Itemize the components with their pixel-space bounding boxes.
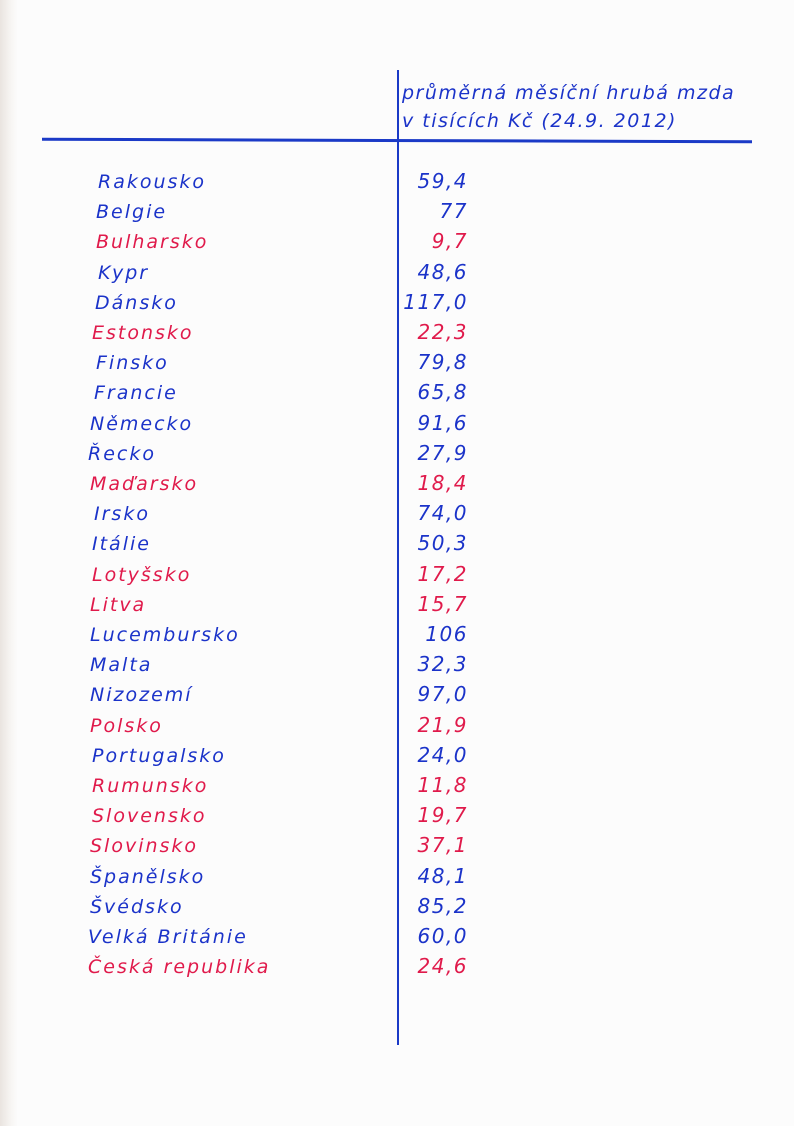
wage-value: 59,4: [417, 169, 468, 193]
country-name: Polsko: [90, 715, 163, 737]
country-name: Lotyšsko: [92, 564, 192, 586]
country-name: Švédsko: [90, 896, 184, 918]
wage-value: 37,1: [417, 833, 468, 857]
wage-value: 21,9: [417, 713, 468, 737]
country-name: Lucembursko: [90, 624, 240, 646]
wage-value: 19,7: [417, 803, 468, 827]
country-name: Česká republika: [88, 956, 271, 978]
wage-value: 27,9: [417, 441, 468, 465]
wage-value: 24,6: [417, 954, 468, 978]
country-name: Irsko: [94, 503, 150, 525]
wage-value: 77: [439, 199, 468, 223]
paper-edge-shadow: [0, 0, 18, 1126]
country-name: Malta: [90, 654, 153, 676]
wage-value: 85,2: [417, 894, 468, 918]
country-name: Nizozemí: [90, 684, 193, 706]
vertical-rule: [397, 70, 399, 1045]
country-name: Rumunsko: [92, 775, 209, 797]
wage-value: 9,7: [431, 229, 468, 253]
country-name: Itálie: [92, 533, 151, 555]
country-name: Velká Británie: [88, 926, 248, 948]
wage-value: 97,0: [417, 682, 468, 706]
wage-value: 91,6: [417, 411, 468, 435]
country-name: Portugalsko: [92, 745, 226, 767]
wage-value: 18,4: [417, 471, 468, 495]
country-name: Finsko: [96, 352, 169, 374]
country-name: Španělsko: [90, 866, 206, 888]
country-name: Belgie: [96, 201, 168, 223]
country-name: Estonsko: [92, 322, 194, 344]
wage-value: 50,3: [417, 531, 468, 555]
wage-value: 79,8: [417, 350, 468, 374]
wage-value: 48,6: [417, 260, 468, 284]
wage-value: 74,0: [417, 501, 468, 525]
column-header-line-1: průměrná měsíční hrubá mzda: [402, 82, 736, 104]
wage-value: 15,7: [417, 592, 468, 616]
wage-value: 17,2: [417, 562, 468, 586]
country-name: Bulharsko: [96, 231, 209, 253]
wage-value: 65,8: [417, 380, 468, 404]
wage-value: 60,0: [417, 924, 468, 948]
wage-value: 48,1: [417, 864, 468, 888]
wage-value: 24,0: [417, 743, 468, 767]
country-name: Slovensko: [92, 805, 207, 827]
country-name: Kypr: [98, 262, 150, 284]
wage-value: 106: [425, 622, 468, 646]
country-name: Maďarsko: [90, 473, 199, 495]
country-name: Německo: [90, 413, 194, 435]
country-name: Litva: [90, 594, 147, 616]
wage-value: 11,8: [417, 773, 468, 797]
wage-value: 32,3: [417, 652, 468, 676]
country-name: Řecko: [88, 443, 156, 465]
country-name: Francie: [94, 382, 178, 404]
wage-value: 117,0: [403, 290, 468, 314]
country-name: Rakousko: [98, 171, 207, 193]
wage-value: 22,3: [417, 320, 468, 344]
country-name: Dánsko: [95, 292, 178, 314]
country-name: Slovinsko: [90, 835, 199, 857]
column-header-line-2: v tisících Kč (24.9. 2012): [402, 110, 677, 132]
